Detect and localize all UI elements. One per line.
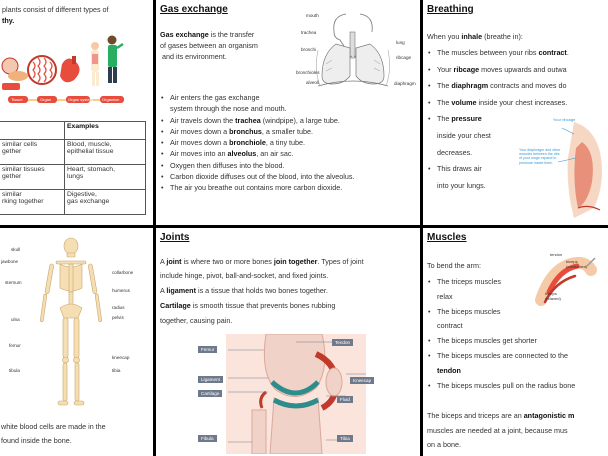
text: This draws air <box>437 164 482 174</box>
text: Air travels down the <box>170 115 236 125</box>
list-item <box>160 92 354 115</box>
text: Air enters the gas exchange <box>170 93 260 102</box>
tibia-icon <box>75 363 79 401</box>
label-ulna: ulna <box>11 317 20 322</box>
label-femur: femur <box>9 343 21 348</box>
skeleton-diagram <box>36 236 106 416</box>
stage-label-organ: Organ <box>40 97 52 102</box>
list-item <box>160 115 354 126</box>
text: , a tiny tube. <box>265 138 306 148</box>
text: (windpipe), a large tube. <box>260 115 340 125</box>
gas-exchange-steps <box>160 92 354 194</box>
label-cartilage: Cartilage <box>198 390 222 397</box>
label-sternum: sternum <box>5 280 22 285</box>
femur-icon <box>74 318 79 358</box>
term: Gas exchange <box>160 30 209 39</box>
ulna-icon <box>40 294 47 322</box>
text: When you <box>427 32 462 41</box>
label-kneecap: Kneecap <box>350 377 374 384</box>
term: antagonistic m <box>523 411 575 420</box>
femur-icon <box>63 318 68 358</box>
text: is smooth tissue that prevents bones rubbing <box>190 301 336 310</box>
fibula-bone-icon <box>252 410 266 454</box>
joints-text-line-2: include hinge, pivot, ball-and-socket, and fixed joints. <box>160 271 329 280</box>
list-item <box>160 126 354 137</box>
label-alveoli: alveoli <box>306 80 320 85</box>
trachea-icon <box>350 32 355 58</box>
text: is where two or more bones <box>181 257 274 266</box>
muscles-footnote-line-1 <box>427 411 574 421</box>
gas-exchange-definition-line-3: and its environment. <box>162 52 227 61</box>
table-cell: similar tissues <box>2 166 45 173</box>
list-item <box>427 349 575 379</box>
kneecap-icon <box>74 357 80 363</box>
table-cell: epithelial tissue <box>67 148 114 155</box>
term: Cartilage <box>160 301 191 310</box>
panel-skeleton <box>0 228 153 456</box>
gas-exchange-title: Gas exchange <box>160 4 228 15</box>
label-biceps: biceps (contracted) <box>566 259 588 269</box>
joints-text-line-5: together, causing pain. <box>160 316 233 325</box>
tibia-icon <box>63 363 67 401</box>
label-fluid: Fluid <box>337 396 353 403</box>
organ-system-icon <box>91 42 99 50</box>
text: moves upwards and outwa <box>479 64 567 74</box>
joints-text-line-4 <box>160 301 335 311</box>
cell-tag-icon <box>2 83 20 90</box>
collarbone-icon <box>56 261 86 264</box>
list-item: • The biceps muscles get shorter <box>427 334 575 349</box>
lungs-diagram <box>306 10 418 92</box>
term: bronchiole <box>229 138 266 148</box>
term: bronchus <box>229 126 262 136</box>
text: , a smaller tube. <box>261 126 314 136</box>
jawbone-icon <box>67 253 75 257</box>
term: ribcage <box>453 64 480 74</box>
table-cell: similar <box>2 191 22 198</box>
list-item: • The air you breathe out contains more carbon dioxide. <box>160 182 354 193</box>
text: (breathe in): <box>482 32 523 41</box>
text: into your lungs. <box>437 180 486 190</box>
list-item <box>427 95 569 112</box>
stage-label-organism: Organism <box>102 97 120 102</box>
label-trachea: trachea <box>301 30 317 35</box>
label-tibia: tibia <box>112 368 121 373</box>
label-mouth: mouth <box>306 13 319 18</box>
label-ligament: Ligament <box>198 376 223 383</box>
text: is the transfer <box>208 30 255 39</box>
skull-icon <box>64 238 78 254</box>
text: The biceps and triceps are an <box>427 411 524 420</box>
label-diaphragm: diaphragm <box>394 81 416 86</box>
organ-icon <box>60 58 80 82</box>
label-humerus: humerus <box>112 288 130 293</box>
term: alveolus <box>227 149 257 159</box>
list-item <box>427 78 569 95</box>
foot-icon <box>74 401 84 405</box>
text: The <box>437 81 452 91</box>
joints-text-line-1 <box>160 257 364 267</box>
sternum-icon <box>69 264 73 292</box>
muscles-footnote-line-2: muscles are needed at a joint, because mus <box>427 426 568 435</box>
organism-icon <box>108 36 117 45</box>
text: relax <box>437 291 453 301</box>
term: inhale <box>461 32 483 41</box>
intro-line-2: thy. <box>2 16 15 25</box>
text: Air moves into an <box>170 149 228 159</box>
humerus-icon <box>88 264 97 294</box>
breathing-intro <box>427 32 523 42</box>
text: A <box>160 286 167 295</box>
pelvis-icon <box>60 304 82 318</box>
intro-line-1: plants consist of different types of <box>2 5 109 14</box>
term: join together <box>273 257 318 266</box>
list-item <box>160 148 354 159</box>
label-pelvis: pelvis <box>112 315 124 320</box>
text: , an air sac. <box>256 149 294 159</box>
term: pressure <box>451 114 482 124</box>
panel-gas-exchange <box>156 0 420 225</box>
table-row <box>0 140 146 165</box>
label-bronchi: bronchi <box>301 47 317 52</box>
table-cell: Blood, muscle, <box>67 141 112 148</box>
list-item <box>427 45 569 62</box>
text: contract <box>437 321 463 331</box>
text: decreases. <box>437 147 473 157</box>
label-femur: Femur <box>198 346 217 353</box>
kneecap-icon <box>63 357 69 363</box>
text: Your <box>437 64 454 74</box>
organisation-table <box>0 121 146 215</box>
term: contract <box>538 48 567 57</box>
table-cell: similar cells <box>2 141 38 148</box>
foot-icon <box>58 401 68 405</box>
text: The biceps muscles <box>437 306 501 316</box>
breathing-title: Breathing <box>427 4 474 15</box>
list-item <box>160 137 354 148</box>
stage-label-organ-system: Organ system <box>68 97 93 102</box>
panel-muscles <box>423 228 608 456</box>
panel-organisation <box>0 0 153 225</box>
table-cell: Heart, stomach, <box>67 166 115 173</box>
muscles-title: Muscles <box>427 232 467 243</box>
radius-icon <box>95 294 102 322</box>
label-ribcage: Your ribcage <box>553 117 576 122</box>
label-tibula: tibula <box>9 368 20 373</box>
text: A <box>160 257 167 266</box>
gas-exchange-definition-line-1 <box>160 30 254 40</box>
muscles-intro: To bend the arm: <box>427 261 481 270</box>
skeleton-footnote-line-1: white blood cells are made in the <box>1 422 106 431</box>
table-cell: gas exchange <box>67 198 110 205</box>
text: is a tissue that holds two bones together. <box>195 286 328 295</box>
table-cell: gether <box>2 148 22 155</box>
text: system through the nose and mouth. <box>170 104 287 114</box>
panel-breathing <box>423 0 608 225</box>
table-row <box>0 190 146 215</box>
label-jawbone: jawbone <box>1 259 19 264</box>
table-header-examples: Examples <box>65 122 146 140</box>
muscles-footnote-line-3: on a bone. <box>427 440 461 449</box>
text: inside your chest <box>437 130 491 140</box>
gas-exchange-definition-line-2: of gases between an organism <box>160 41 258 50</box>
text: contracts and moves do <box>488 81 567 91</box>
text: The biceps muscles are connected to the <box>437 350 569 360</box>
list-item <box>427 305 575 335</box>
text: The muscles between your ribs <box>437 48 539 57</box>
label-tibia: Tibia <box>337 435 353 442</box>
text: Air moves down a <box>170 126 230 136</box>
term: joint <box>166 257 182 266</box>
text: The <box>437 97 452 107</box>
kneecap-bone-icon <box>326 368 342 396</box>
label-skull: skull <box>11 247 21 252</box>
table-cell: lungs <box>67 173 84 180</box>
text: . <box>566 48 569 57</box>
joints-title: Joints <box>160 232 190 243</box>
list-item: • Carbon dioxide diffuses out of the blood, into the alveolus. <box>160 171 354 182</box>
label-triceps: triceps (relaxed) <box>545 291 561 301</box>
label-tendon: tendon <box>550 252 563 257</box>
text: The triceps muscles <box>437 277 501 286</box>
label-fibula: Fibula <box>198 435 217 442</box>
label-ribcage: ribcage <box>396 55 412 60</box>
label-bronchioles: bronchioles <box>296 70 320 75</box>
skeleton-footnote-line-2: found inside the bone. <box>1 436 72 445</box>
knee-joint-diagram <box>196 334 396 454</box>
cell-shadow-icon <box>8 71 28 81</box>
list-item: • The biceps muscles pull on the radius bone <box>427 379 575 394</box>
text: Air moves down a <box>170 138 230 148</box>
list-item: • Oxygen then diffuses into the blood. <box>160 160 354 171</box>
label-diaphragm-muscles: Your diaphragm and other muscles between the ribs of your lungs expand to pressure inside them <box>519 148 561 165</box>
label-radius: radius <box>112 305 125 310</box>
label-collarbone: collarbone <box>112 270 134 275</box>
label-kneecap: kneecap <box>112 355 130 360</box>
table-cell: Digestive, <box>67 191 97 198</box>
table-cell: rking together <box>2 198 44 205</box>
text: inside your chest increases. <box>476 97 568 107</box>
joints-text-line-3 <box>160 286 328 296</box>
list-item <box>427 62 569 79</box>
table-row <box>0 165 146 190</box>
table-header-blank <box>0 122 65 140</box>
term: diaphragm <box>451 81 489 91</box>
text: The <box>437 114 452 124</box>
humerus-icon <box>45 264 54 294</box>
table-cell: gether <box>2 173 22 180</box>
breathing-diagram <box>518 112 608 222</box>
label-lung: lung <box>396 40 405 45</box>
panel-joints <box>156 228 420 456</box>
term: tendon <box>437 365 461 375</box>
stage-label-tissue: Tissue <box>11 97 23 102</box>
text: . Types of joint <box>317 257 364 266</box>
term: trachea <box>235 115 261 125</box>
term: ligament <box>166 286 196 295</box>
term: volume <box>451 97 477 107</box>
label-tendon: Tendon <box>332 339 353 346</box>
